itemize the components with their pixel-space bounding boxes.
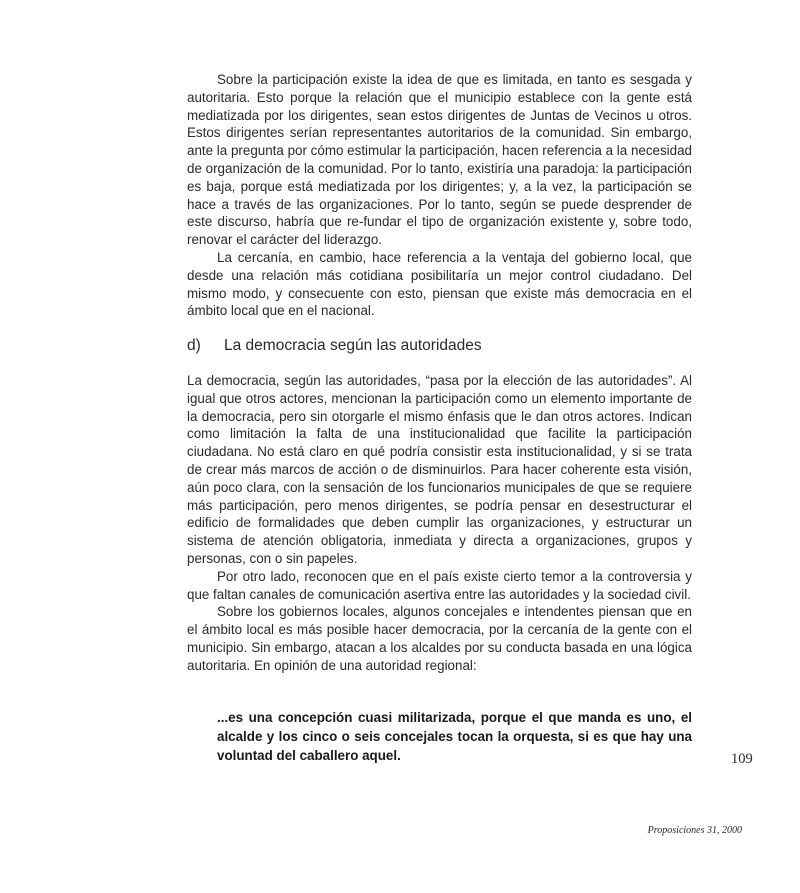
running-footer: Proposiciones 31, 2000 — [647, 825, 742, 836]
section-number: d) — [187, 337, 201, 354]
paragraph-controversy: Por otro lado, reconocen que en el país existe cierto temor a la controversia y que faltan canales de comunicación asertiva entre las autoridades y la sociedad civil. — [187, 568, 692, 602]
paragraph-democracy: La democracia, según las autoridades, “pasa por la elección de las autoridades”. Al igual que otros actores, mencionan la participación como un elemento importante de la democracia, pero sin otorgarle el mismo énfasis que le dan otros actores. Indican como limitación la falta de una institucionalidad que facilite la participación ciudadana. No está claro en qué podría consistir esta institucionalidad, y si se trata de crear más marcos de acción o de disminuirlos. Para hacer coherente esta visión, aún poco clara, con la sensación de los funcionarios municipales de que se requiere más participación, pero menos dirigentes, se podría pensar en desestructurar el edificio de formalidades que deben cumplir las organizaciones, y estructurar un sistema de atención obligatoria, inmediata y directa a organizaciones, grupos y personas, con o sin papeles. — [187, 373, 692, 566]
paragraph-participation: Sobre la participación existe la idea de que es limitada, en tanto es sesgada y autoritaria. Esto porque la relación que el municipio establece con la gente está mediatizada por los dirigentes, sean estos dirigentes de Juntas de Vecinos u otros. Estos dirigentes serían representantes autoritarios de la comunidad. Sin embargo, ante la pregunta por cómo estimular la participación, hacen referencia a la necesidad de organización de la comunidad. Por lo tanto, existiría una paradoja: la participación es baja, porque está mediatizada por los dirigentes; y, a la vez, la participación se hace a través de las organizaciones. Por lo tanto, según se puede desprender de este discurso, habría que re-fundar el tipo de organización existente y, sobre todo, renovar el carácter del liderazgo. — [187, 72, 692, 248]
paragraph-local-governments: Sobre los gobiernos locales, algunos concejales e intendentes piensan que en el ámbito local es más posible hacer democracia, por la cercanía de la gente con el municipio. Sin embargo, atacan a los alcaldes por su conducta basada en una lógica autoritaria. En opinión de una autoridad regional: — [187, 604, 692, 673]
section-title: La democracia según las autoridades — [224, 337, 482, 354]
upper-text-block — [187, 71, 692, 320]
paragraph-proximity: La cercanía, en cambio, hace referencia a la ventaja del gobierno local, que desde una relación más cotidiana posibilitaría un mejor control ciudadano. Del mismo modo, y consecuente con esto, piensan que existe más democracia en el ámbito local que en el nacional. — [187, 249, 692, 319]
page-number: 109 — [731, 751, 753, 767]
lower-text-block — [187, 372, 692, 675]
block-quote: ...es una concepción cuasi militarizada, porque el que manda es uno, el alcalde y los cinco o seis concejales tocan la orquesta, si es que hay una voluntad del caballero aquel. — [217, 710, 692, 763]
section-heading — [187, 337, 482, 355]
